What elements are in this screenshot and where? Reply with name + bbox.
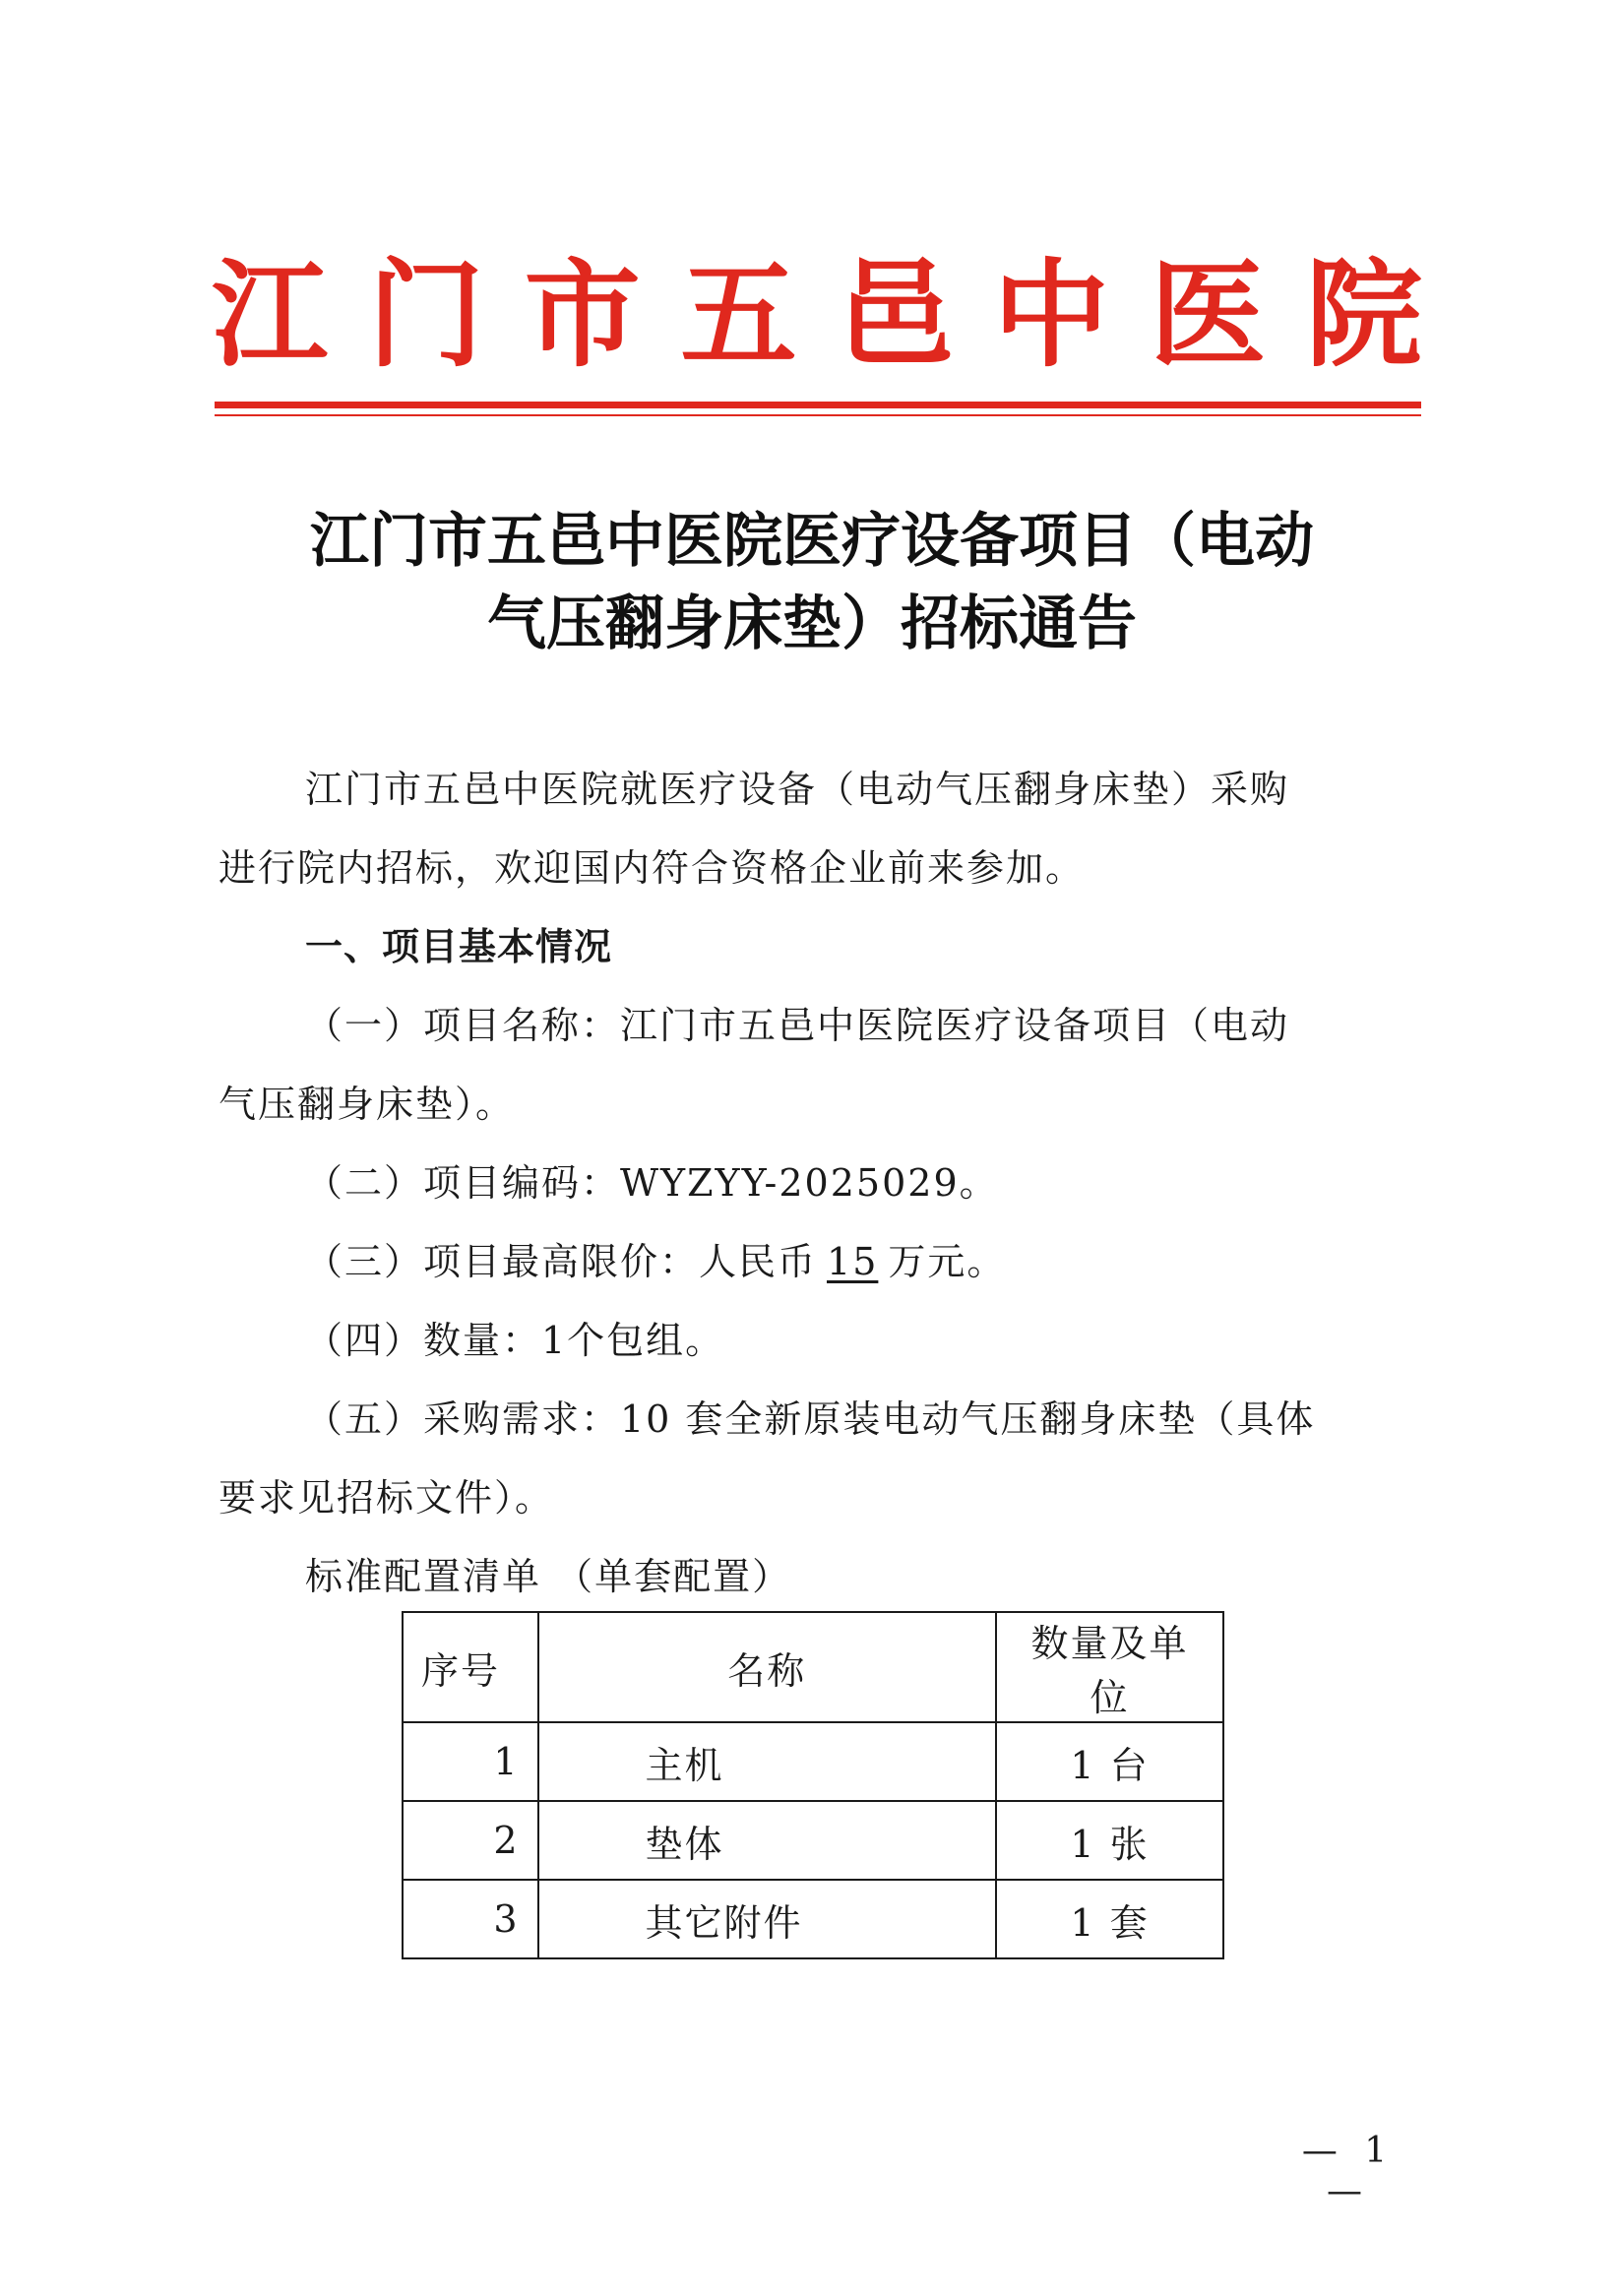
document-body: [218, 750, 1409, 1616]
cell-name: 其它附件: [538, 1880, 996, 1958]
config-table: [402, 1611, 1224, 1959]
section-heading: 一、项目基本情况: [305, 925, 613, 968]
max-price-value: 15: [827, 1240, 879, 1283]
cell-name: 主机: [538, 1722, 996, 1801]
cell-quantity: 1 台: [996, 1722, 1223, 1801]
header-name: 名称: [538, 1612, 996, 1722]
masthead-char: 门: [367, 246, 484, 383]
cell-quantity: 1 张: [996, 1801, 1223, 1880]
max-price-prefix: （三）项目最高限价：人民币: [305, 1240, 818, 1283]
letterhead-rule-thin: [215, 414, 1421, 416]
masthead-char: 中: [993, 246, 1110, 383]
item-quantity: （四）数量：1个包组。: [305, 1319, 725, 1362]
title-line-1: 江门市五邑中医院医疗设备项目（电动: [310, 507, 1314, 576]
table-row: [403, 1801, 1223, 1880]
table-row: [403, 1880, 1223, 1958]
table-row: [403, 1722, 1223, 1801]
intro-line-2: 进行院内招标，欢迎国内符合资格企业前来参加。: [218, 846, 1086, 890]
item-max-price: [218, 1222, 1409, 1301]
cell-name: 垫体: [538, 1801, 996, 1880]
masthead-char: 市: [524, 246, 641, 383]
item-project-code: （二）项目编码：WYZYY-2025029。: [305, 1161, 999, 1205]
item-requirements-line-2: 要求见招标文件）。: [218, 1476, 555, 1520]
masthead-char: 医: [1150, 246, 1267, 383]
title-line-2: 气压翻身床垫）招标通告: [487, 590, 1137, 658]
cell-quantity: 1 套: [996, 1880, 1223, 1958]
cell-serial: 3: [403, 1880, 538, 1958]
masthead-char: 五: [680, 246, 797, 383]
table-header-row: [403, 1612, 1223, 1722]
max-price-suffix: 万元。: [888, 1240, 1007, 1283]
header-serial: 序号: [403, 1612, 538, 1722]
masthead-char: 邑: [837, 246, 954, 383]
masthead-char: 院: [1305, 246, 1422, 383]
letterhead-masthead: [212, 246, 1422, 383]
item-project-name-line-1: （一）项目名称：江门市五邑中医院医疗设备项目（电动: [305, 1004, 1290, 1047]
cell-serial: 1: [403, 1722, 538, 1801]
intro-line-1: 江门市五邑中医院就医疗设备（电动气压翻身床垫）采购: [305, 768, 1290, 811]
page-number: — 1 —: [1301, 2131, 1396, 2211]
masthead-char: 江: [212, 246, 329, 383]
letterhead-rule-thick: [215, 402, 1421, 408]
document-title: [217, 500, 1407, 665]
item-requirements-line-1: （五）采购需求：10 套全新原装电动气压翻身床垫（具体: [305, 1397, 1316, 1441]
config-list-caption: 标准配置清单 （单套配置）: [305, 1555, 792, 1598]
item-project-name-line-2: 气压翻身床垫）。: [218, 1083, 516, 1126]
header-quantity: 数量及单位: [996, 1612, 1223, 1722]
cell-serial: 2: [403, 1801, 538, 1880]
